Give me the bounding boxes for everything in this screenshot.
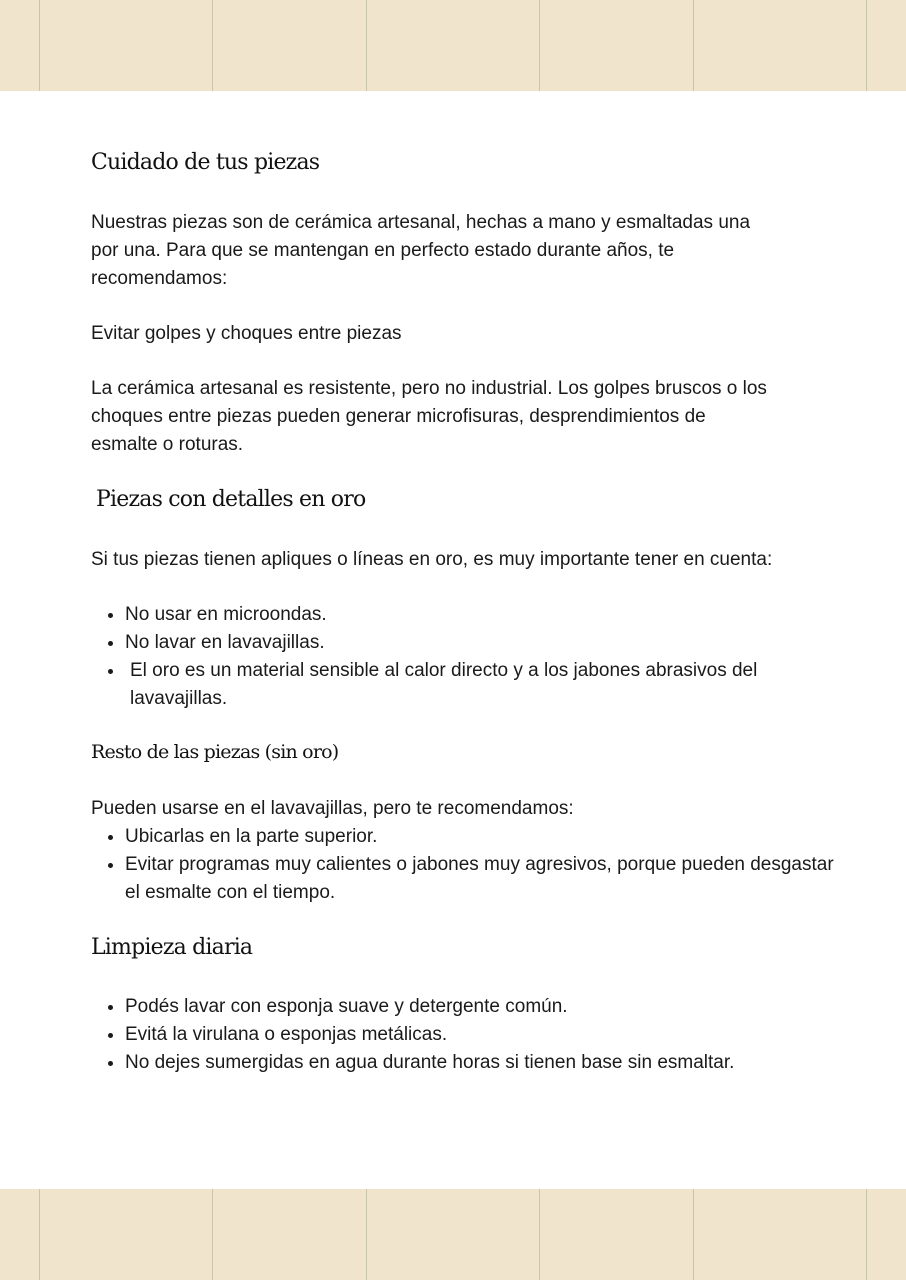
list-item: • No dejes sumergidas en agua durante horas si tienen base sin esmaltar.: [125, 1049, 845, 1077]
care-intro-line: por una. Para que se mantengan en perfecto estado durante años, te: [91, 240, 675, 261]
daily-title: Limpieza diaria: [91, 935, 253, 960]
daily-list: [91, 993, 845, 1077]
care-body-line: esmalte o roturas.: [91, 434, 244, 455]
care-intro-line: recomendamos:: [91, 268, 228, 289]
care-title: Cuidado de tus piezas: [91, 150, 320, 175]
footer-band: [0, 1189, 906, 1280]
divider: [693, 0, 694, 91]
divider: [366, 0, 367, 91]
gold-title: Piezas con detalles en oro: [96, 487, 366, 512]
divider: [212, 1189, 213, 1280]
list-item: • No usar en microondas.: [125, 601, 845, 629]
care-intro-line: Nuestras piezas son de cerámica artesanal, hechas a mano y esmaltadas una: [91, 212, 751, 233]
gold-list: [91, 601, 845, 713]
divider: [539, 1189, 540, 1280]
rest-list: [91, 823, 845, 907]
rest-title: Resto de las piezas (sin oro): [91, 741, 339, 763]
divider: [39, 0, 40, 91]
care-subtitle: Evitar golpes y choques entre piezas: [91, 323, 402, 344]
list-item: • El oro es un material sensible al calor directo y a los jabones abrasivos del lavavajillas.: [125, 657, 845, 713]
divider: [366, 1189, 367, 1280]
care-body-line: choques entre piezas pueden generar microfisuras, desprendimientos de: [91, 406, 706, 427]
list-item: • Evitar programas muy calientes o jabones muy agresivos, porque pueden desgastar el esmalte con el tiempo.: [125, 851, 845, 907]
divider: [866, 0, 867, 91]
divider: [866, 1189, 867, 1280]
gold-intro: Si tus piezas tienen apliques o líneas en oro, es muy importante tener en cuenta:: [91, 549, 773, 570]
list-item: • Podés lavar con esponja suave y detergente común.: [125, 993, 845, 1021]
rest-intro: Pueden usarse en el lavavajillas, pero te recomendamos:: [91, 798, 574, 819]
divider: [39, 1189, 40, 1280]
divider: [539, 0, 540, 91]
divider: [693, 1189, 694, 1280]
care-body-line: La cerámica artesanal es resistente, pero no industrial. Los golpes bruscos o los: [91, 378, 767, 399]
list-item: • Ubicarlas en la parte superior.: [125, 823, 845, 851]
header-band: [0, 0, 906, 91]
list-item: • No lavar en lavavajillas.: [125, 629, 845, 657]
divider: [212, 0, 213, 91]
list-item: • Evitá la virulana o esponjas metálicas.: [125, 1021, 845, 1049]
